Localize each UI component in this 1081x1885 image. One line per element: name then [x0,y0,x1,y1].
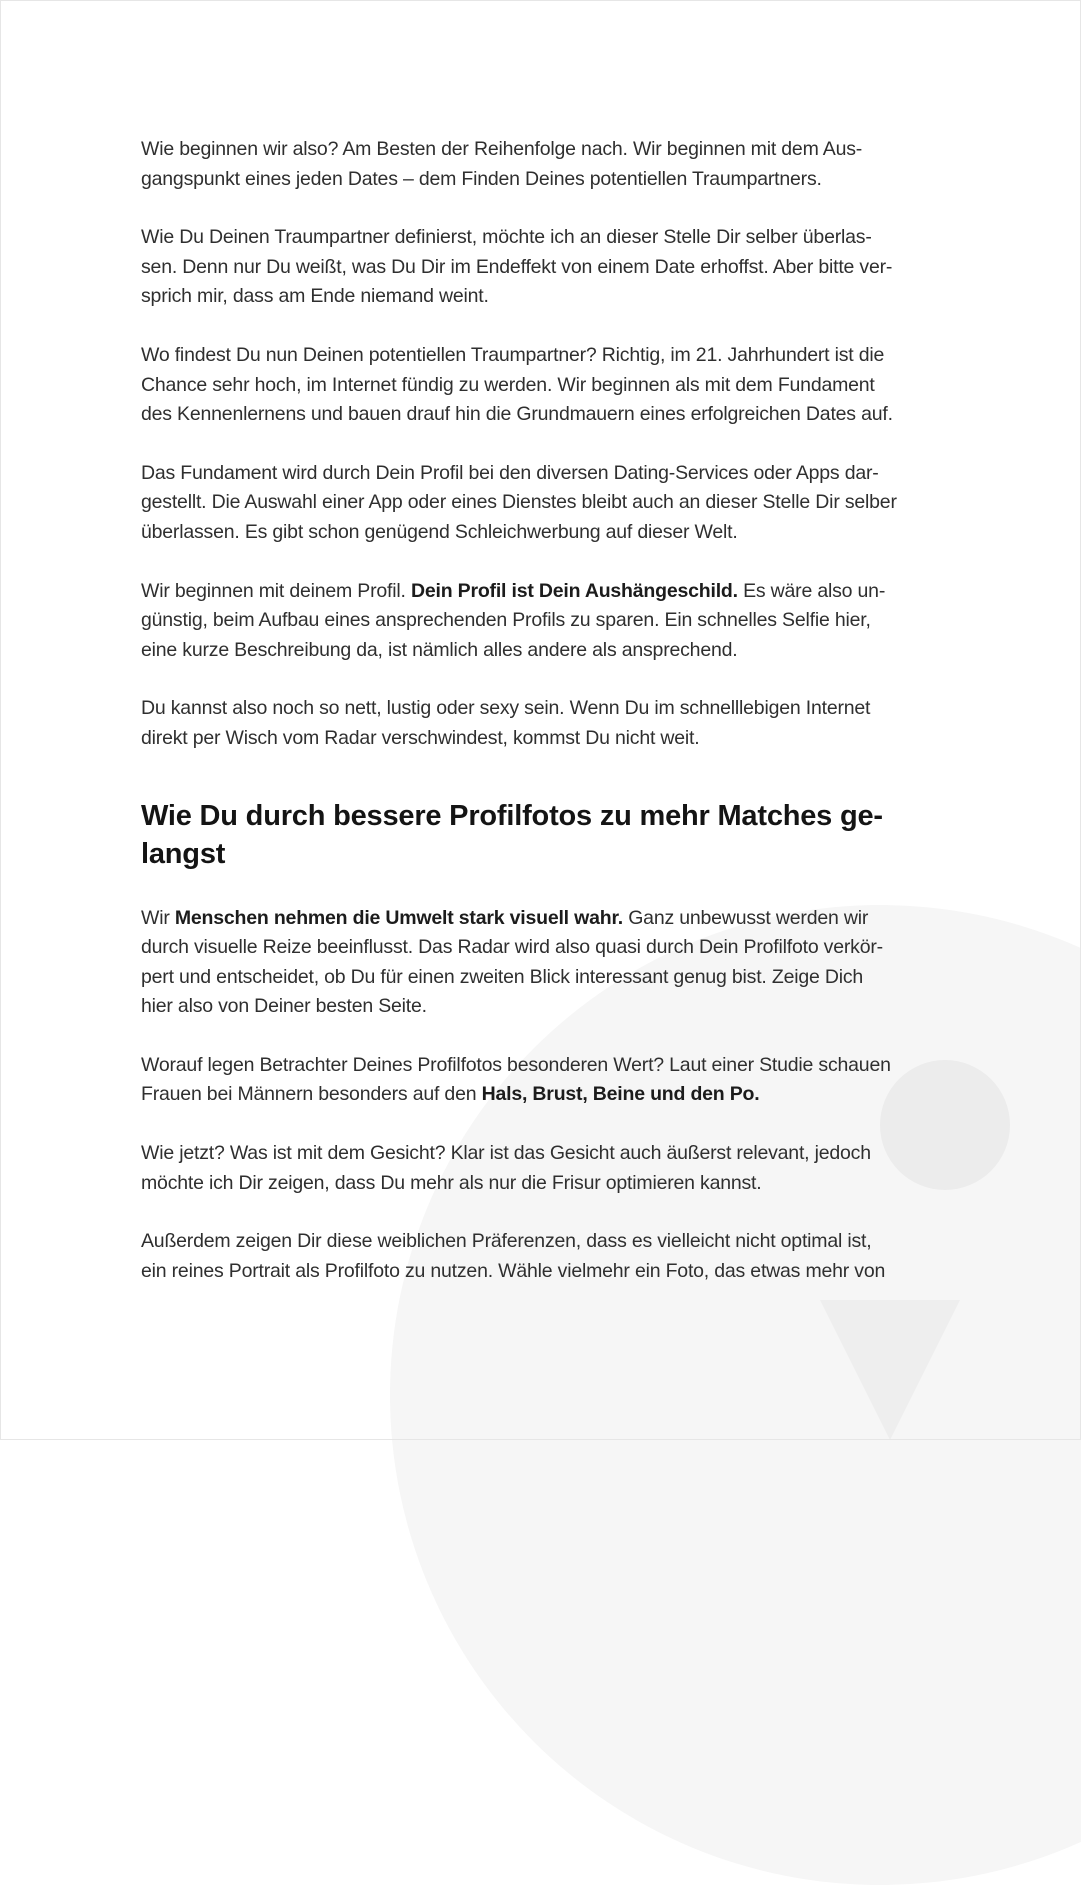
text-line: des Kennenlernens und bauen drauf hin die Grundmauern eines erfolgreichen Dates auf. [141,403,893,426]
text-line: Außerdem zeigen Dir diese weiblichen Präferenzen, dass es vielleicht nicht optimal ist, [141,1230,872,1253]
text-line: Du kannst also noch so nett, lustig oder sexy sein. Wenn Du im schnelllebigen Internet [141,697,871,720]
paragraph-visual-perception [141,904,941,1022]
text-line: ein reines Portrait als Profilfoto zu nutzen. Wähle vielmehr ein Foto, das etwas mehr von [141,1259,886,1282]
text-line: direkt per Wisch vom Radar verschwindest, kommst Du nicht weit. [141,726,700,749]
section-heading [141,797,941,873]
text-line: Wie beginnen wir also? Am Besten der Reihenfolge nach. Wir beginnen mit dem Aus- [141,138,863,160]
bold-text: Hals, Brust, Beine und den Po. [481,1083,760,1106]
paragraph-intro [141,135,941,194]
text-line: möchte ich Dir zeigen, dass Du mehr als nur die Frisur optimieren kannst. [141,1171,762,1194]
text-line: eine kurze Beschreibung da, ist nämlich alles andere als ansprechend. [141,638,738,661]
text-line: gestellt. Die Auswahl einer App oder eines Dienstes bleibt auch an dieser Stelle Dir selber [141,491,897,514]
bold-text: Menschen nehmen die Umwelt stark visuell wahr. [174,906,623,929]
text-line: Chance sehr hoch, im Internet fündig zu werden. Wir beginnen als mit dem Fundament [141,373,875,396]
text-line: hier also von Deiner besten Seite. [141,995,427,1018]
bold-text: Dein Profil ist Dein Aushängeschild. [410,579,738,602]
text-line: pert und entscheidet, ob Du für einen zweiten Blick interessant genug bist. Zeige Dich [141,965,864,988]
paragraph-face [141,1139,941,1198]
paragraph-preferences [141,1227,941,1286]
paragraph-where-to-find [141,341,941,430]
background-wedge-decoration [820,1300,960,1440]
paragraph-define-partner [141,223,941,312]
text-segment: Frauen bei Männern besonders auf den [141,1083,482,1106]
text-line: Wie jetzt? Was ist mit dem Gesicht? Klar ist das Gesicht auch äußerst relevant, jedoch [141,1142,871,1165]
text-segment: Wir beginnen mit deinem Profil. [141,579,411,602]
text-segment: Ganz unbewusst werden wir [622,906,869,929]
text-line: durch visuelle Reize beeinflusst. Das Radar wird also quasi durch Dein Profilfoto verkör- [141,936,883,959]
text-line: sprich mir, dass am Ende niemand weint. [141,285,489,308]
text-line: gangspunkt eines jeden Dates – dem Finden Deines potentiellen Traumpartners. [141,167,822,190]
paragraph-radar [141,694,941,753]
text-line: sen. Denn nur Du weißt, was Du Dir im Endeffekt von einem Date erhoffst. Aber bitte ver- [141,255,893,278]
text-line: Das Fundament wird durch Dein Profil bei den diversen Dating-Services oder Apps dar- [141,461,879,484]
heading-line: Wie Du durch bessere Profilfotos zu mehr Matches ge- [141,799,883,832]
text-segment: Es wäre also un- [737,579,886,602]
text-line: günstig, beim Aufbau eines ansprechenden Profils zu sparen. Ein schnelles Selfie hier, [141,609,871,632]
text-line: Wie Du Deinen Traumpartner definierst, möchte ich an dieser Stelle Dir selber überlas- [141,226,872,249]
paragraph-profile [141,577,941,666]
text-line: überlassen. Es gibt schon genügend Schleichwerbung auf dieser Welt. [141,520,738,543]
text-line: Worauf legen Betrachter Deines Profilfotos besonderen Wert? Laut einer Studie schauen [141,1053,891,1076]
article-body [141,135,941,1315]
heading-line: langst [141,837,226,870]
paragraph-foundation [141,459,941,548]
text-line: Wo findest Du nun Deinen potentiellen Traumpartner? Richtig, im 21. Jahrhundert ist die [141,343,885,366]
text-segment: Wir [141,906,175,929]
paragraph-study [141,1051,941,1110]
